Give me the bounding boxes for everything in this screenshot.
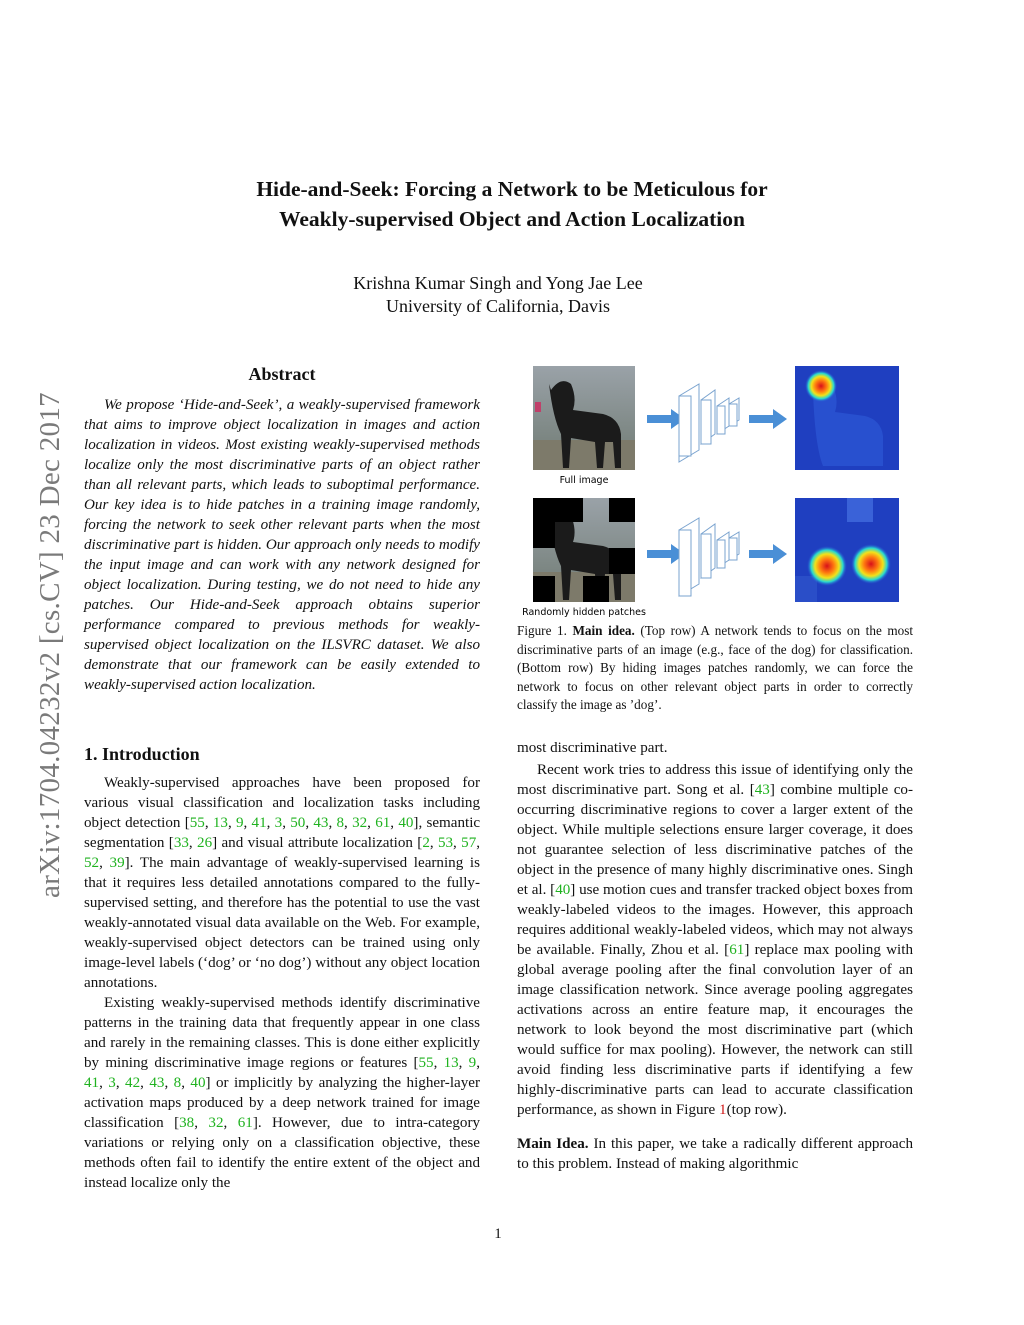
citation-link[interactable]: 40 [555, 882, 571, 898]
citation-link[interactable]: 8 [336, 815, 345, 831]
hidden-patches-image [533, 498, 635, 602]
citation-link[interactable]: 61 [729, 942, 745, 958]
abstract-text: We propose ‘Hide-and-Seek’, a weakly-supervised framework that aims to improve object localization in images and action localization in videos. Most existing weakly-supervised methods localize only the most discriminative parts of an object rather than all relevant parts, which leads to suboptimal performance. Our key idea is to hide patches in a training image randomly, forcing the network to seek other relevant parts when the most discriminative part is hidden. Our approach only needs to modify the input image and can work with any network designed for object localization. During testing, we do not need to hide any patches. Our Hide-and-Seek approach obtains superior performance compared to previous methods for weakly-supervised object localization on the ILSVRC dataset. We also demonstrate that our framework can be easily extended to weakly-supervised action localization. [84, 397, 480, 693]
citation-link[interactable]: 39 [109, 855, 125, 871]
citation-link[interactable]: 53 [437, 835, 454, 851]
citation-link[interactable]: 57 [461, 835, 477, 851]
main-idea-paragraph: Main Idea. In this paper, we take a radically different approach to this problem. Instead of making algorithmic [517, 1136, 913, 1172]
figure-1-graphic [517, 362, 913, 620]
citation-link[interactable]: 41 [84, 1075, 100, 1091]
caption-title: Main idea. [572, 623, 635, 638]
figure-1 [517, 362, 913, 620]
citation-link[interactable]: 13 [443, 1055, 459, 1071]
network-diagram-top [647, 384, 787, 462]
figure-label-full-image: Full image [559, 475, 609, 486]
figure-label-hidden-patches: Randomly hidden patches [522, 607, 646, 618]
intro-paragraph-1: Weakly-supervised approaches have been proposed for various visual classification and localization tasks including object detection [55, 13, 9, 41, 3, 50, 43, 8, 32, 61, 40], semantic segmentation [33, 26] and visual attribute localization [2, 53, 57, 52, 39]. The main advantage of weakly-supervised learning is that it requires less detailed annotations compared to the fully-supervised setting, and therefore has the potential to use the vast weakly-annotated visual data available on the Web. For example, weakly-supervised object detectors can be trained using only image-level labels (‘dog’ or ‘no dog’) without any object location annotations. [84, 775, 481, 991]
authors: Krishna Kumar Singh and Yong Jae Lee [353, 273, 643, 293]
citation-link[interactable]: 40 [190, 1075, 206, 1091]
citation-link[interactable]: 13 [212, 815, 228, 831]
caption-text: (Top row) A network tends to focus on the most discriminative parts of an image (e.g., face of the dog) for classification. (Bottom row) By hiding images patches randomly, we can force the network to focus on other relevant object parts in order to correctly classify the image as ’dog’. [517, 623, 914, 713]
author-block [0, 272, 996, 318]
intro-paragraph-continued: most discriminative part. [517, 740, 668, 756]
intro-paragraph-3: Recent work tries to address this issue of identifying only the most discriminative part. Song et al. [43] combine multiple co-occurring discriminative regions to cover a larger extent of the object. While multiple selections ensure larger coverage, it does not guarantee selection of less discriminative patches of the object in the presence of many highly discriminative ones. Singh et al. [40] use motion cues and transfer tracked object boxes from weakly-labeled videos to the images. However, this approach requires additional weakly-labeled videos, which may not always be available. Finally, Zhou et al. [61] replace max pooling with global average pooling after the final convolution layer of an image classification network. Since average pooling aggregates activations across an entire feature map, it encourages the network to look beyond the most discriminative part (which would suffice for max pooling). However, the network can still avoid finding less discriminative parts if identifying a few highly-discriminative parts can lead to accurate classification performance, as shown in Figure 1(top row). [517, 762, 913, 1118]
citation-link[interactable]: 3 [108, 1075, 116, 1091]
title-line-1: Hide-and-Seek: Forcing a Network to be Meticulous for [256, 177, 768, 201]
citation-link[interactable]: 9 [468, 1055, 477, 1071]
citation-link[interactable]: 61 [237, 1115, 253, 1131]
citation-link[interactable]: 43 [149, 1075, 165, 1091]
paper-title [0, 174, 1024, 234]
citation-link[interactable]: 55 [189, 815, 205, 831]
arrow-icon [749, 409, 787, 429]
full-image-dog [533, 366, 635, 470]
citation-link[interactable]: 50 [290, 815, 306, 831]
citation-link[interactable]: 61 [375, 815, 391, 831]
caption-label: Figure 1. [517, 623, 567, 638]
arxiv-stamp: arXiv:1704.04232v2 [cs.CV] 23 Dec 2017 [34, 392, 66, 898]
section-heading-introduction: 1. Introduction [84, 744, 200, 764]
heatmap-top [795, 366, 899, 470]
citation-link[interactable]: 42 [125, 1075, 141, 1091]
citation-link[interactable]: 8 [173, 1075, 182, 1091]
network-diagram-bottom [647, 518, 787, 596]
citation-link[interactable]: 52 [84, 855, 100, 871]
citation-link[interactable]: 43 [754, 782, 770, 798]
affiliation: University of California, Davis [386, 296, 610, 316]
citation-link[interactable]: 9 [235, 815, 244, 831]
citation-link[interactable]: 38 [179, 1115, 195, 1131]
citation-link[interactable]: 32 [352, 815, 368, 831]
citation-link[interactable]: 43 [313, 815, 329, 831]
citation-link[interactable]: 40 [398, 815, 414, 831]
citation-link[interactable]: 26 [197, 835, 213, 851]
citation-link[interactable]: 55 [418, 1055, 434, 1071]
citation-link[interactable]: 41 [251, 815, 267, 831]
citation-link[interactable]: 33 [173, 835, 189, 851]
citation-link[interactable]: 3 [274, 815, 283, 831]
page-number: 1 [494, 1226, 502, 1242]
right-column-body [517, 738, 913, 1174]
figure-1-caption [517, 622, 913, 715]
figure-reference-link[interactable]: 1 [719, 1102, 727, 1118]
arrow-icon [749, 544, 787, 564]
citation-link[interactable]: 2 [422, 835, 430, 851]
title-line-2: Weakly-supervised Object and Action Localization [279, 207, 745, 231]
main-idea-label: Main Idea. [517, 1136, 589, 1152]
citation-link[interactable]: 32 [208, 1115, 224, 1131]
heatmap-bottom [795, 498, 899, 602]
intro-paragraph-2: Existing weakly-supervised methods identify discriminative patterns in the training data that frequently appear in one class and rarely in the remaining classes. This is done either explicitly by mining discriminative image regions or features [55, 13, 9, 41, 3, 42, 43, 8, 40] or implicitly by analyzing the higher-layer activation maps produced by a deep network trained for image classification [38, 32, 61]. However, due to intra-category variations or relying only on a classification objective, these methods often fail to identify the entire extent of the object and instead localize only the [84, 995, 481, 1191]
abstract-heading: Abstract [248, 364, 316, 384]
left-column-body [84, 773, 480, 1193]
